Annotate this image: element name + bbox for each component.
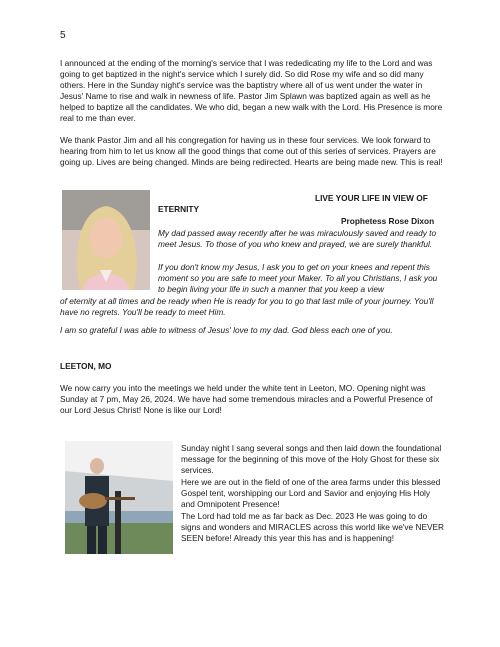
thanks-paragraph: We thank Pastor Jim and all his congregation for having us in these four services. We look forward to hearing from him to let us know all the good things that come out of this series of services. Prayers are going up. Lives are being changed. Minds are being redirected. Hearts are being made new. This is real! — [60, 135, 443, 167]
tent-image — [65, 441, 173, 554]
leeton-paragraph-3: The Lord had told me as far back as Dec. 2023 He was going to do signs and wonders and MIRACLES across this world like we've NEVER SEEN before! Already this year this has and is happening! — [181, 511, 445, 543]
article-title-line2: ETERNITY — [158, 204, 200, 214]
article-paragraph-1: My dad passed away recently after he was miraculously saved and ready to meet Jesus. To those of you who knew and prayed, we are surely thankful. — [158, 228, 437, 249]
portrait-image — [62, 190, 150, 290]
tent-photo — [65, 441, 173, 554]
article-byline: Prophetess Rose Dixon — [341, 216, 435, 226]
section-heading: LEETON, MO — [60, 361, 112, 371]
article-paragraph-2-text: If you don't know my Jesus, I ask you to get on your knees and repent this moment so you are safe to meet your Maker. To all you Christians, I ask you to begin living your life in such a manner that you keep a view — [158, 262, 438, 294]
leeton-paragraph-2: Here we are out in the field of one of the area farms under this blessed Gospel tent, worshipping our Lord and Savior and enjoying His Holy and Omnipotent Presence! — [181, 477, 441, 509]
portrait-photo — [62, 190, 150, 290]
leeton-intro: We now carry you into the meetings we held under the white tent in Leeton, MO. Opening night was Sunday at 7 pm, May 26, 2024. We have had some tremendous miracles and a Powerful Presence of our Lord Jesus Christ! None is like our Lord! — [60, 383, 433, 415]
leeton-paragraph-1: Sunday night I sang several songs and then laid down the foundational message for the beginning of this move of the Holy Ghost for these six services. — [181, 443, 442, 475]
intro-paragraph: I announced at the ending of the morning's service that I was rededicating my life to the Lord and was going to get baptized in the night's service which I surely did. So did Rose my wife and so did many others. Here in the Sunday night's service was the baptistry where all of us went under the water in Jesus' Name to rise and walk in newness of life. Pastor Jim Splawn was baptized again as well as he helped to baptize all the candidates. We who did, began a new walk with the Lord. His Presence is more real to me than ever. — [60, 58, 443, 123]
article-paragraph-2-continued: of eternity at all times and be ready when He is ready for you to go that last mile of your journey. You'll have no regrets. You'll be ready to meet Him. — [60, 296, 434, 317]
article-title-line1: LIVE YOUR LIFE IN VIEW OF — [315, 193, 428, 203]
page-number: 5 — [60, 30, 66, 41]
article-paragraph-3: I am so grateful I was able to witness of Jesus' love to my dad. God bless each one of you. — [60, 325, 393, 335]
